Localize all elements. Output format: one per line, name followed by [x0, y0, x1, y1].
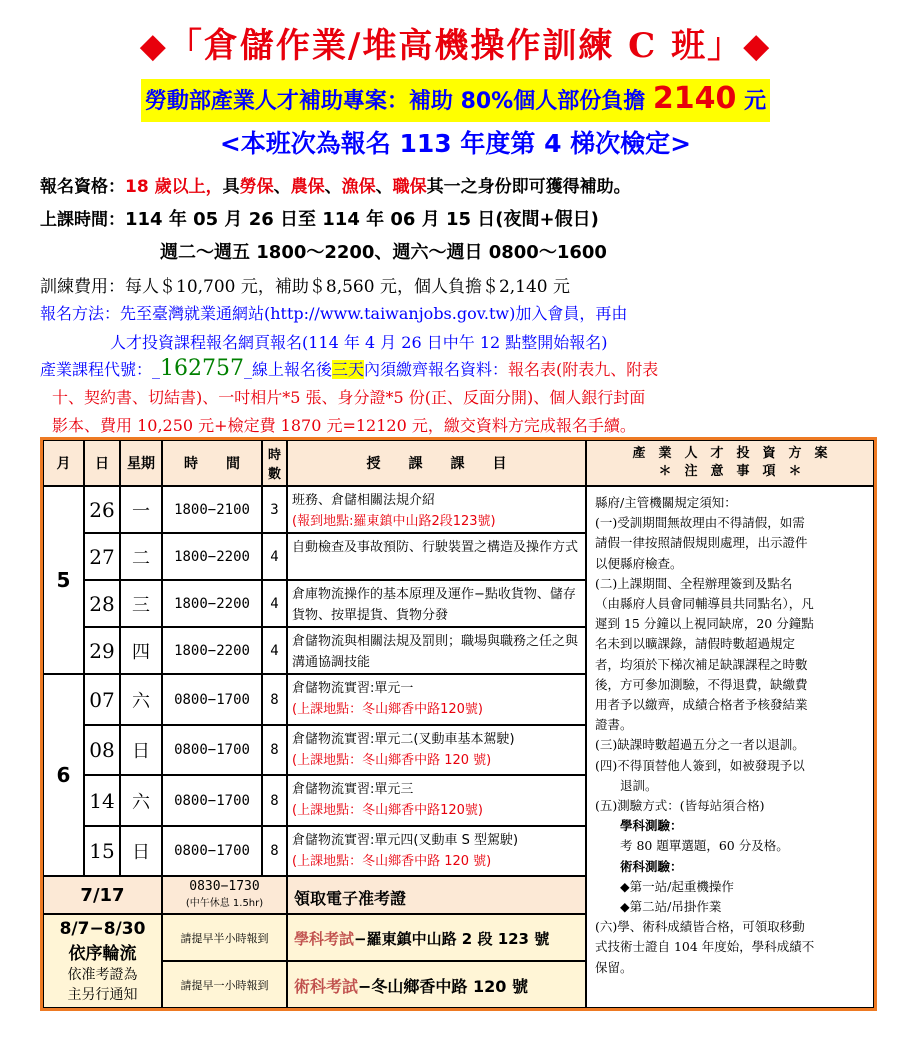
schedule-line	[40, 205, 599, 231]
row-course	[287, 674, 586, 725]
exam2-note2: 請提早一小時報到	[162, 961, 287, 1008]
notes-line: 退訓。	[595, 777, 658, 793]
eligibility-line	[40, 172, 631, 197]
exam1-time-cell	[162, 876, 287, 914]
exam2-date3: 依准考證為	[67, 967, 138, 983]
insurance-fisher: 漁保	[341, 177, 376, 197]
sep: 、	[375, 177, 393, 197]
exam2-date-cell	[43, 914, 162, 1008]
notes-line: 式技術士證自 104 年度始，學科成績不	[595, 939, 815, 955]
eligibility-post: 其一之身份即可獲得補助。	[426, 177, 631, 197]
subsidy-text: 勞動部產業人才補助專案：補助 80%個人部份負擔	[144, 89, 646, 114]
exam2-text1: −羅東鎮中山路 2 段 123 號	[354, 930, 550, 948]
row-weekday: 六	[120, 775, 162, 826]
exam2-label1: 學科考試	[294, 930, 355, 948]
days-highlight: 三天	[332, 360, 365, 379]
row-time: 0800−1700	[162, 775, 262, 826]
course-code-post: 內須繳齊報名資料：	[364, 360, 509, 379]
exam2-note1: 請提早半小時報到	[162, 914, 287, 961]
notes-line: 後，方可參加測驗，不得退費，缺繳費	[595, 676, 808, 692]
notes-line: (四)不得頂替他人簽到，如被發現予以	[595, 757, 805, 773]
header-weekday: 星期	[120, 440, 162, 486]
exam1-time: 0830−1730	[189, 879, 260, 894]
batch-note: <本班次為報名 113 年度第 4 梯次檢定>	[219, 129, 692, 158]
sep: 、	[273, 177, 291, 197]
row-day: 26	[84, 486, 120, 533]
notes-line: 以便縣府檢查。	[595, 555, 683, 571]
eligibility-pre: 具	[222, 177, 240, 197]
row-weekday: 三	[120, 580, 162, 627]
row-time: 0800−1700	[162, 826, 262, 876]
schedule-times: 週二～週五 1800～2200、週六～週日 0800～1600	[160, 242, 607, 263]
row-course	[287, 580, 586, 627]
notes-line: (二)上課期間、全程辦理簽到及點名	[595, 575, 793, 591]
notes-line: (一)受訓期間無故理由不得請假，如需	[595, 515, 805, 531]
notes-line: 證書。	[595, 717, 633, 733]
header-time: 時 間	[162, 440, 262, 486]
eligibility-label: 報名資格：	[40, 177, 125, 197]
header-hours: 時數	[262, 440, 287, 486]
notes-line: 學科測驗：	[595, 818, 683, 834]
page-title: ◆「倉儲作業/堆高機操作訓練 C 班」◆	[139, 26, 772, 66]
row-course	[287, 533, 586, 580]
notes-line: (六)學、術科成績皆合格，可領取移動	[595, 919, 805, 935]
row-course	[287, 826, 586, 876]
exam1-time-note: (中午休息 1.5hr)	[185, 898, 264, 909]
exam2-text2: −冬山鄉香中路 120 號	[358, 977, 528, 996]
course-code-mid: _線上報名後	[244, 360, 333, 379]
insurance-occupational: 職保	[392, 177, 427, 197]
exam2-label2: 術科考試	[294, 977, 359, 996]
exam1-text: 領取電子准考證	[287, 876, 586, 914]
header-day: 日	[84, 440, 120, 486]
row-hours: 3	[262, 486, 287, 533]
subsidy-amount: 2140	[652, 81, 737, 116]
notes-line: 縣府/主管機關規定須知：	[595, 495, 737, 510]
row-time: 1800−2200	[162, 533, 262, 580]
month-may: 5	[43, 486, 84, 674]
exam2-written	[287, 914, 586, 961]
docs-line-3: 影本、費用 10,250 元+檢定費 1870 元=12120 元，繳交資料方完成報名手續。	[52, 416, 636, 435]
exam2-practical	[287, 961, 586, 1008]
notes-line: ◆第一站/起重機操作	[595, 878, 734, 894]
sep: 、	[324, 177, 342, 197]
header-notes-line2: ＊ 注 意 事 項 ＊	[658, 464, 802, 479]
row-day: 28	[84, 580, 120, 627]
course-code: 162757	[160, 356, 244, 381]
method-line-2: 人才投資課程報名網頁報名(114 年 4 月 26 日中午 12 點整開始報名)	[110, 333, 608, 352]
row-hours: 8	[262, 775, 287, 826]
month-june: 6	[43, 674, 84, 876]
row-day: 27	[84, 533, 120, 580]
course-text: 自動檢查及事故預防、行駛裝置之構造及操作方式	[292, 540, 579, 555]
exam2-date4: 主另行通知	[67, 987, 138, 1003]
row-time: 0800−1700	[162, 674, 262, 725]
row-day: 15	[84, 826, 120, 876]
row-weekday: 二	[120, 533, 162, 580]
row-time: 0800−1700	[162, 725, 262, 775]
course-text: 班務、倉儲相關法規介紹	[292, 493, 436, 508]
course-text: 倉儲物流實習:單元三	[292, 782, 414, 797]
insurance-labor: 勞保	[239, 177, 274, 197]
course-code-line	[40, 356, 658, 381]
course-location: (上課地點：冬山鄉香中路120號)	[292, 803, 483, 818]
subsidy-unit: 元	[744, 89, 767, 114]
notes-panel	[586, 486, 874, 1008]
notes-line: 遲到 15 分鐘以上視同缺席，20 分鐘點	[595, 616, 814, 632]
row-weekday: 日	[120, 826, 162, 876]
header-month: 月	[43, 440, 84, 486]
schedule-label: 上課時間：	[40, 210, 125, 230]
notes-line: 保留。	[595, 959, 633, 975]
exam1-date: 7/17	[43, 876, 162, 914]
row-hours: 4	[262, 580, 287, 627]
row-day: 07	[84, 674, 120, 725]
row-time: 1800−2200	[162, 580, 262, 627]
course-location: (上課地點：冬山鄉香中路120號)	[292, 702, 483, 717]
course-text: 倉儲物流實習:單元一	[292, 681, 414, 696]
row-time: 1800−2200	[162, 627, 262, 674]
eligibility-age: 18 歲以上，	[125, 177, 223, 197]
row-hours: 8	[262, 725, 287, 775]
row-hours: 4	[262, 533, 287, 580]
notes-line: 術科測驗：	[595, 858, 683, 874]
course-location: (上課地點：冬山鄉香中路 120 號)	[292, 753, 492, 768]
header-course: 授 課 課 目	[287, 440, 586, 486]
notes-line: 用者予以繳齊，成績合格者予核發結業	[595, 697, 808, 713]
notes-line: （由縣府人員會同輔導員共同點名），凡	[595, 596, 814, 612]
notes-line: 者，均須於下梯次補足缺課課程之時數	[595, 656, 808, 672]
notes-line: 考 80 題單選題，60 分及格。	[595, 838, 789, 854]
notes-line: 名未到以曠課錄，請假時數超過規定	[595, 636, 796, 652]
row-weekday: 日	[120, 725, 162, 775]
course-location: (上課地點：冬山鄉香中路 120 號)	[292, 854, 492, 869]
row-day: 29	[84, 627, 120, 674]
header-notes	[586, 440, 874, 486]
schedule-dates: 114 年 05 月 26 日至 114 年 06 月 15 日(夜間+假日)	[125, 209, 599, 230]
course-text: 倉儲物流實習:單元二(叉動車基本駕駛)	[292, 732, 515, 747]
fee-line: 訓練費用：每人＄10,700 元，補助＄8,560 元，個人負擔＄2,140 元	[40, 277, 571, 297]
schedule-table	[40, 437, 877, 1011]
row-course	[287, 486, 586, 533]
exam2-date: 8/7−8/30	[59, 919, 146, 939]
notes-line: 請假一律按照請假規則處理，出示證件	[595, 535, 808, 551]
row-hours: 8	[262, 674, 287, 725]
docs-line-1: 報名表(附表九、附表	[508, 360, 659, 379]
row-day: 14	[84, 775, 120, 826]
row-hours: 8	[262, 826, 287, 876]
row-time: 1800−2100	[162, 486, 262, 533]
docs-line-2: 十、契約書、切結書)、一吋相片*5 張、身分證*5 份(正、反面分開)、個人銀行封面	[52, 388, 646, 407]
row-course	[287, 775, 586, 826]
course-location: (報到地點:羅東鎮中山路2段123號)	[292, 514, 496, 529]
subsidy-banner	[141, 79, 770, 122]
exam2-date2: 依序輪流	[68, 944, 137, 964]
course-text: 倉儲物流與相關法規及罰則；職場與職務之任之與溝通協調技能	[292, 634, 579, 670]
notes-line: (五)測驗方式：(皆每站須合格)	[595, 798, 765, 814]
header-notes-line1: 產 業 人 才 投 資 方 案	[632, 446, 828, 461]
row-weekday: 六	[120, 674, 162, 725]
row-hours: 4	[262, 627, 287, 674]
method-line-1: 報名方法：先至臺灣就業通網站(http://www.taiwanjobs.gov.tw)加入會員，再由	[40, 304, 628, 323]
row-course	[287, 725, 586, 775]
row-weekday: 四	[120, 627, 162, 674]
row-course	[287, 627, 586, 674]
notes-line: ◆第二站/吊掛作業	[595, 899, 722, 915]
row-day: 08	[84, 725, 120, 775]
course-text: 倉庫物流操作的基本原理及運作−點收貨物、儲存貨物、按單提貨、貨物分發	[292, 587, 576, 623]
course-text: 倉儲物流實習:單元四(叉動車 S 型駕駛)	[292, 833, 519, 848]
insurance-farmer: 農保	[290, 177, 325, 197]
row-weekday: 一	[120, 486, 162, 533]
course-code-label: 產業課程代號：_	[40, 360, 161, 379]
notes-line: (三)缺課時數超過五分之一者以退訓。	[595, 737, 805, 753]
